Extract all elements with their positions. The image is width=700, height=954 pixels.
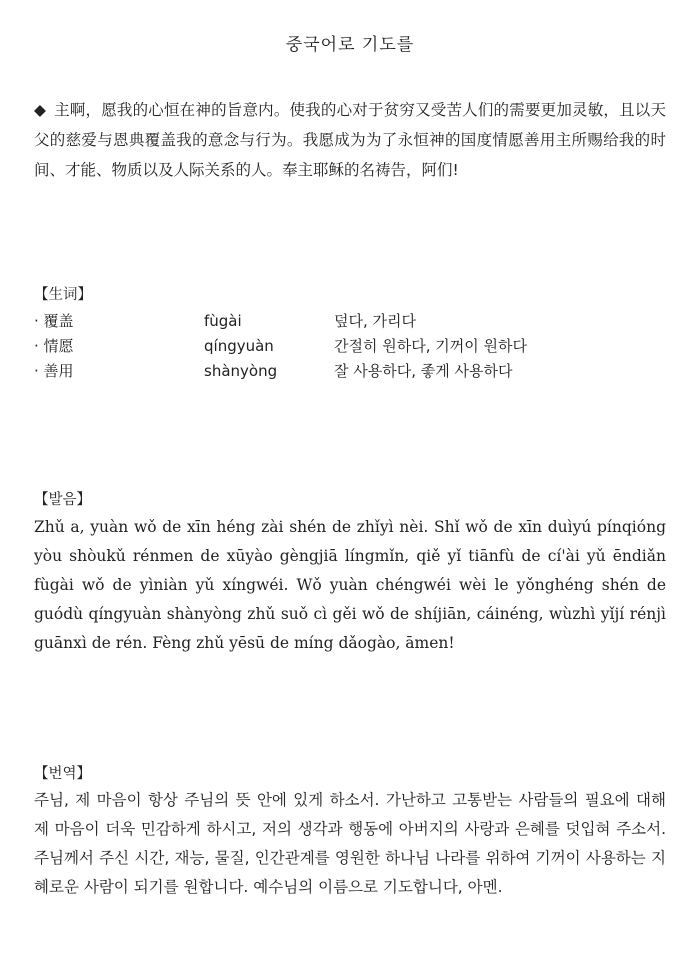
pronunciation-heading: 【발음】 (34, 492, 92, 508)
vocab-word: · 善用 (34, 362, 74, 380)
vocab-meaning: 덮다, 가리다 (334, 312, 416, 330)
prayer-text: 主啊，愿我的心恒在神的旨意内。使我的心对于贫穷又受苦人们的需要更加灵敏，且以天父的慈爱与恩典覆盖我的意念与行为。我愿成为为了永恒神的国度情愿善用主所赐给我的时间、才能、物质以及人际关系的人。奉主耶稣的名祷告，阿们! (34, 101, 666, 179)
vocab-row (34, 334, 666, 359)
vocab-row (34, 309, 666, 334)
diamond-bullet-icon: ◆ (34, 101, 47, 119)
vocab-list (34, 309, 666, 384)
vocab-word: · 覆盖 (34, 312, 74, 330)
document-title: 중국어로 기도를 (285, 35, 415, 55)
vocab-meaning: 간절히 원하다, 기꺼이 원하다 (334, 337, 527, 355)
translation-heading: 【번역】 (34, 766, 92, 782)
pronunciation-paragraph: Zhǔ a, yuàn wǒ de xīn héng zài shén de zhǐyì nèi. Shǐ wǒ de xīn duìyú pínqióng yòu shòukǔ rénmen de xūyào gèngjiā língmǐn, qiě yǐ tiānfù de cí'ài yǔ ēndiǎn fùgài wǒ de yìniàn yǔ xíngwéi. Wǒ yuàn chéngwéi wèi le yǒnghéng shén de guódù qíngyuàn shànyòng zhǔ suǒ cì gěi wǒ de shíjiān, cáinéng, wùzhì yǐjí rénjì guānxì de rén. Fèng zhǔ yēsū de míng dǎogào, āmen! (34, 518, 666, 652)
vocab-pinyin: qíngyuàn (204, 337, 274, 355)
vocab-pinyin: fùgài (204, 312, 242, 330)
prayer-paragraph (34, 95, 666, 185)
vocab-row (34, 359, 666, 384)
vocab-word: · 情愿 (34, 337, 74, 355)
translation-paragraph: 주님, 제 마음이 항상 주님의 뜻 안에 있게 하소서. 가난하고 고통받는 사람들의 필요에 대해 제 마음이 더욱 민감하게 하시고, 저의 생각과 행동에 아버지의 사랑과 은혜를 덧입혀 주소서. 주님께서 주신 시간, 재능, 물질, 인간관계를 영원한 하나님 나라를 위하여 기꺼이 사용하는 지혜로운 사람이 되기를 원합니다. 예수님의 이름으로 기도합니다, 아멘. (34, 791, 666, 896)
vocab-meaning: 잘 사용하다, 좋게 사용하다 (334, 362, 513, 380)
vocab-pinyin: shànyòng (204, 362, 278, 380)
vocab-heading: 【生词】 (34, 287, 92, 303)
